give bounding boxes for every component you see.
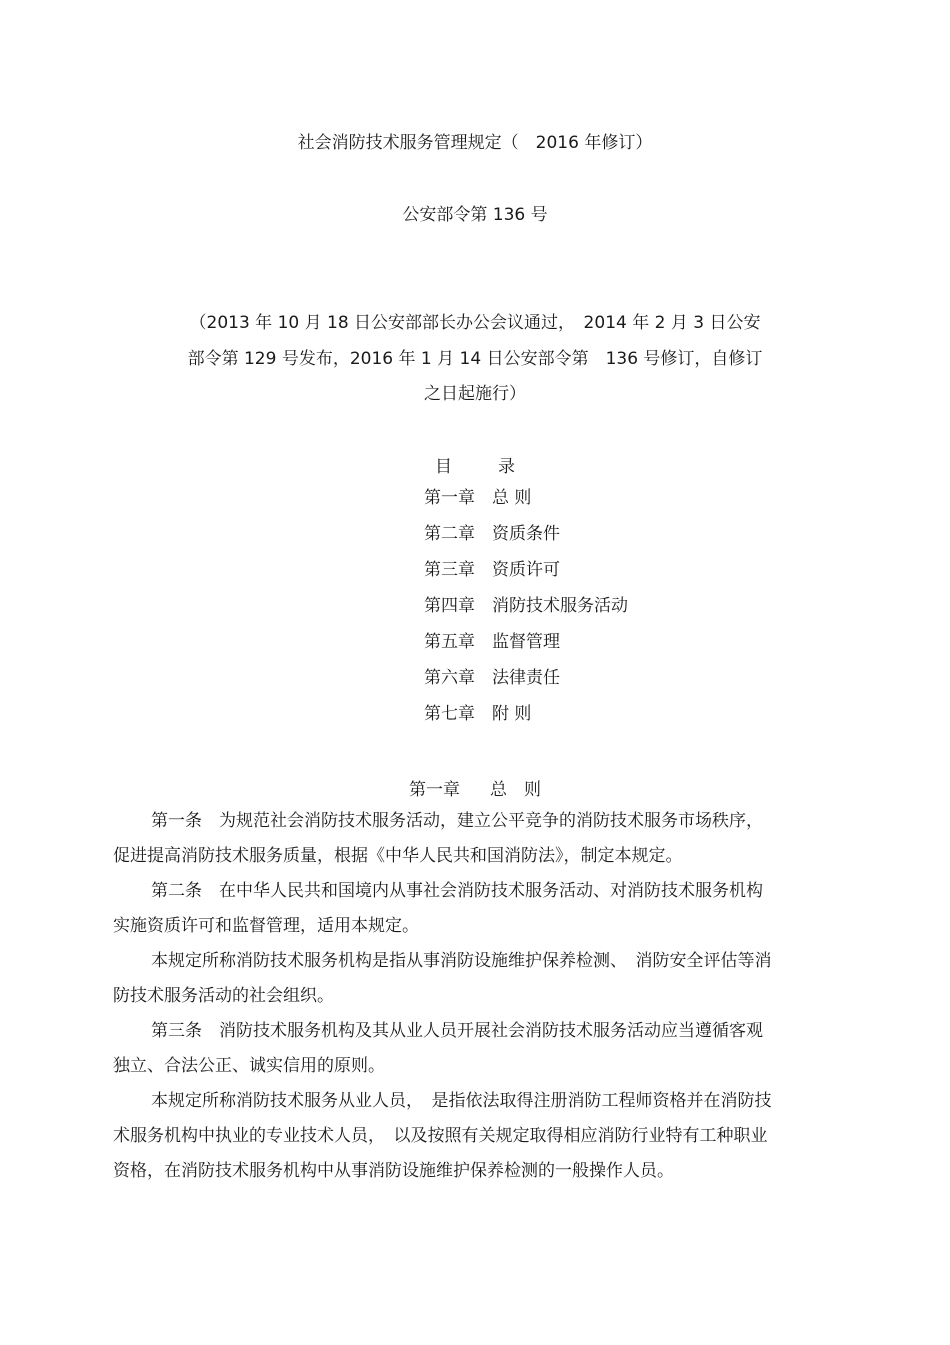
article-3-para-2-line-1: 本规定所称消防技术服务从业人员， 是指依法取得注册消防工程师资格并在消防技 xyxy=(151,1091,772,1111)
chapter-title: 总 则 xyxy=(490,780,541,800)
toc-item-title: 资质许可 xyxy=(492,560,560,580)
toc-item-title: 资质条件 xyxy=(492,524,560,544)
toc-item-number: 第七章 xyxy=(424,704,475,724)
toc-item-title: 法律责任 xyxy=(492,668,560,688)
toc-item-number: 第四章 xyxy=(424,596,475,616)
article-3-line-1: 第三条 消防技术服务机构及其从业人员开展社会消防技术服务活动应当遵循客观 xyxy=(151,1021,763,1041)
article-3-para-2-line-2: 术服务机构中执业的专业技术人员， 以及按照有关规定取得相应消防行业特有工种职业 xyxy=(113,1126,768,1146)
toc-item-number: 第二章 xyxy=(424,524,475,544)
toc-item-number: 第六章 xyxy=(424,668,475,688)
article-2-para-2-line-2: 防技术服务活动的社会组织。 xyxy=(113,986,334,1006)
article-1-line-2: 促进提高消防技术服务质量，根据《中华人民共和国消防法》，制定本规定。 xyxy=(113,846,683,866)
toc-item xyxy=(424,488,628,524)
article-2-line-1: 第二条 在中华人民共和国境内从事社会消防技术服务活动、对消防技术服务机构 xyxy=(151,881,763,901)
toc-item xyxy=(424,668,628,704)
toc-item-title: 总 则 xyxy=(492,488,532,508)
order-number: 公安部令第 136 号 xyxy=(402,205,548,225)
article-1-line-1: 第一条 为规范社会消防技术服务活动，建立公平竞争的消防技术服务市场秩序， xyxy=(151,811,763,831)
toc-item xyxy=(424,560,628,596)
table-of-contents xyxy=(424,488,628,740)
toc-item xyxy=(424,704,628,740)
chapter-body xyxy=(113,811,833,1196)
toc-item-title: 消防技术服务活动 xyxy=(492,596,628,616)
article-2-para-2-line-1: 本规定所称消防技术服务机构是指从事消防设施维护保养检测、 消防安全评估等消 xyxy=(151,951,772,971)
adoption-note-line-2: 部令第 129 号发布，2016 年 1 月 14 日公安部令第 136 号修订，自修订 xyxy=(187,349,763,369)
toc-heading xyxy=(0,452,950,477)
article-3-line-2: 独立、合法公正、诚实信用的原则。 xyxy=(113,1056,385,1076)
toc-item-title: 监督管理 xyxy=(492,632,560,652)
toc-heading-right: 录 xyxy=(498,457,515,477)
adoption-note-line-3: 之日起施行） xyxy=(424,384,526,404)
article-2-line-2: 实施资质许可和监督管理，适用本规定。 xyxy=(113,916,419,936)
toc-item xyxy=(424,632,628,668)
toc-item-number: 第五章 xyxy=(424,632,475,652)
toc-item xyxy=(424,596,628,632)
toc-item xyxy=(424,524,628,560)
document-title: 社会消防技术服务管理规定（ 2016 年修订） xyxy=(297,133,653,153)
chapter-heading xyxy=(0,775,950,800)
toc-item-number: 第一章 xyxy=(424,488,475,508)
toc-item-number: 第三章 xyxy=(424,560,475,580)
chapter-number: 第一章 xyxy=(409,780,460,800)
adoption-note-line-1: （2013 年 10 月 18 日公安部部长办公会议通过， 2014 年 2 月 3 日公安 xyxy=(189,313,761,333)
article-3-para-2-line-3: 资格，在消防技术服务机构中从事消防设施维护保养检测的一般操作人员。 xyxy=(113,1161,674,1181)
toc-heading-left: 目 xyxy=(435,457,452,477)
toc-item-title: 附 则 xyxy=(492,704,532,724)
